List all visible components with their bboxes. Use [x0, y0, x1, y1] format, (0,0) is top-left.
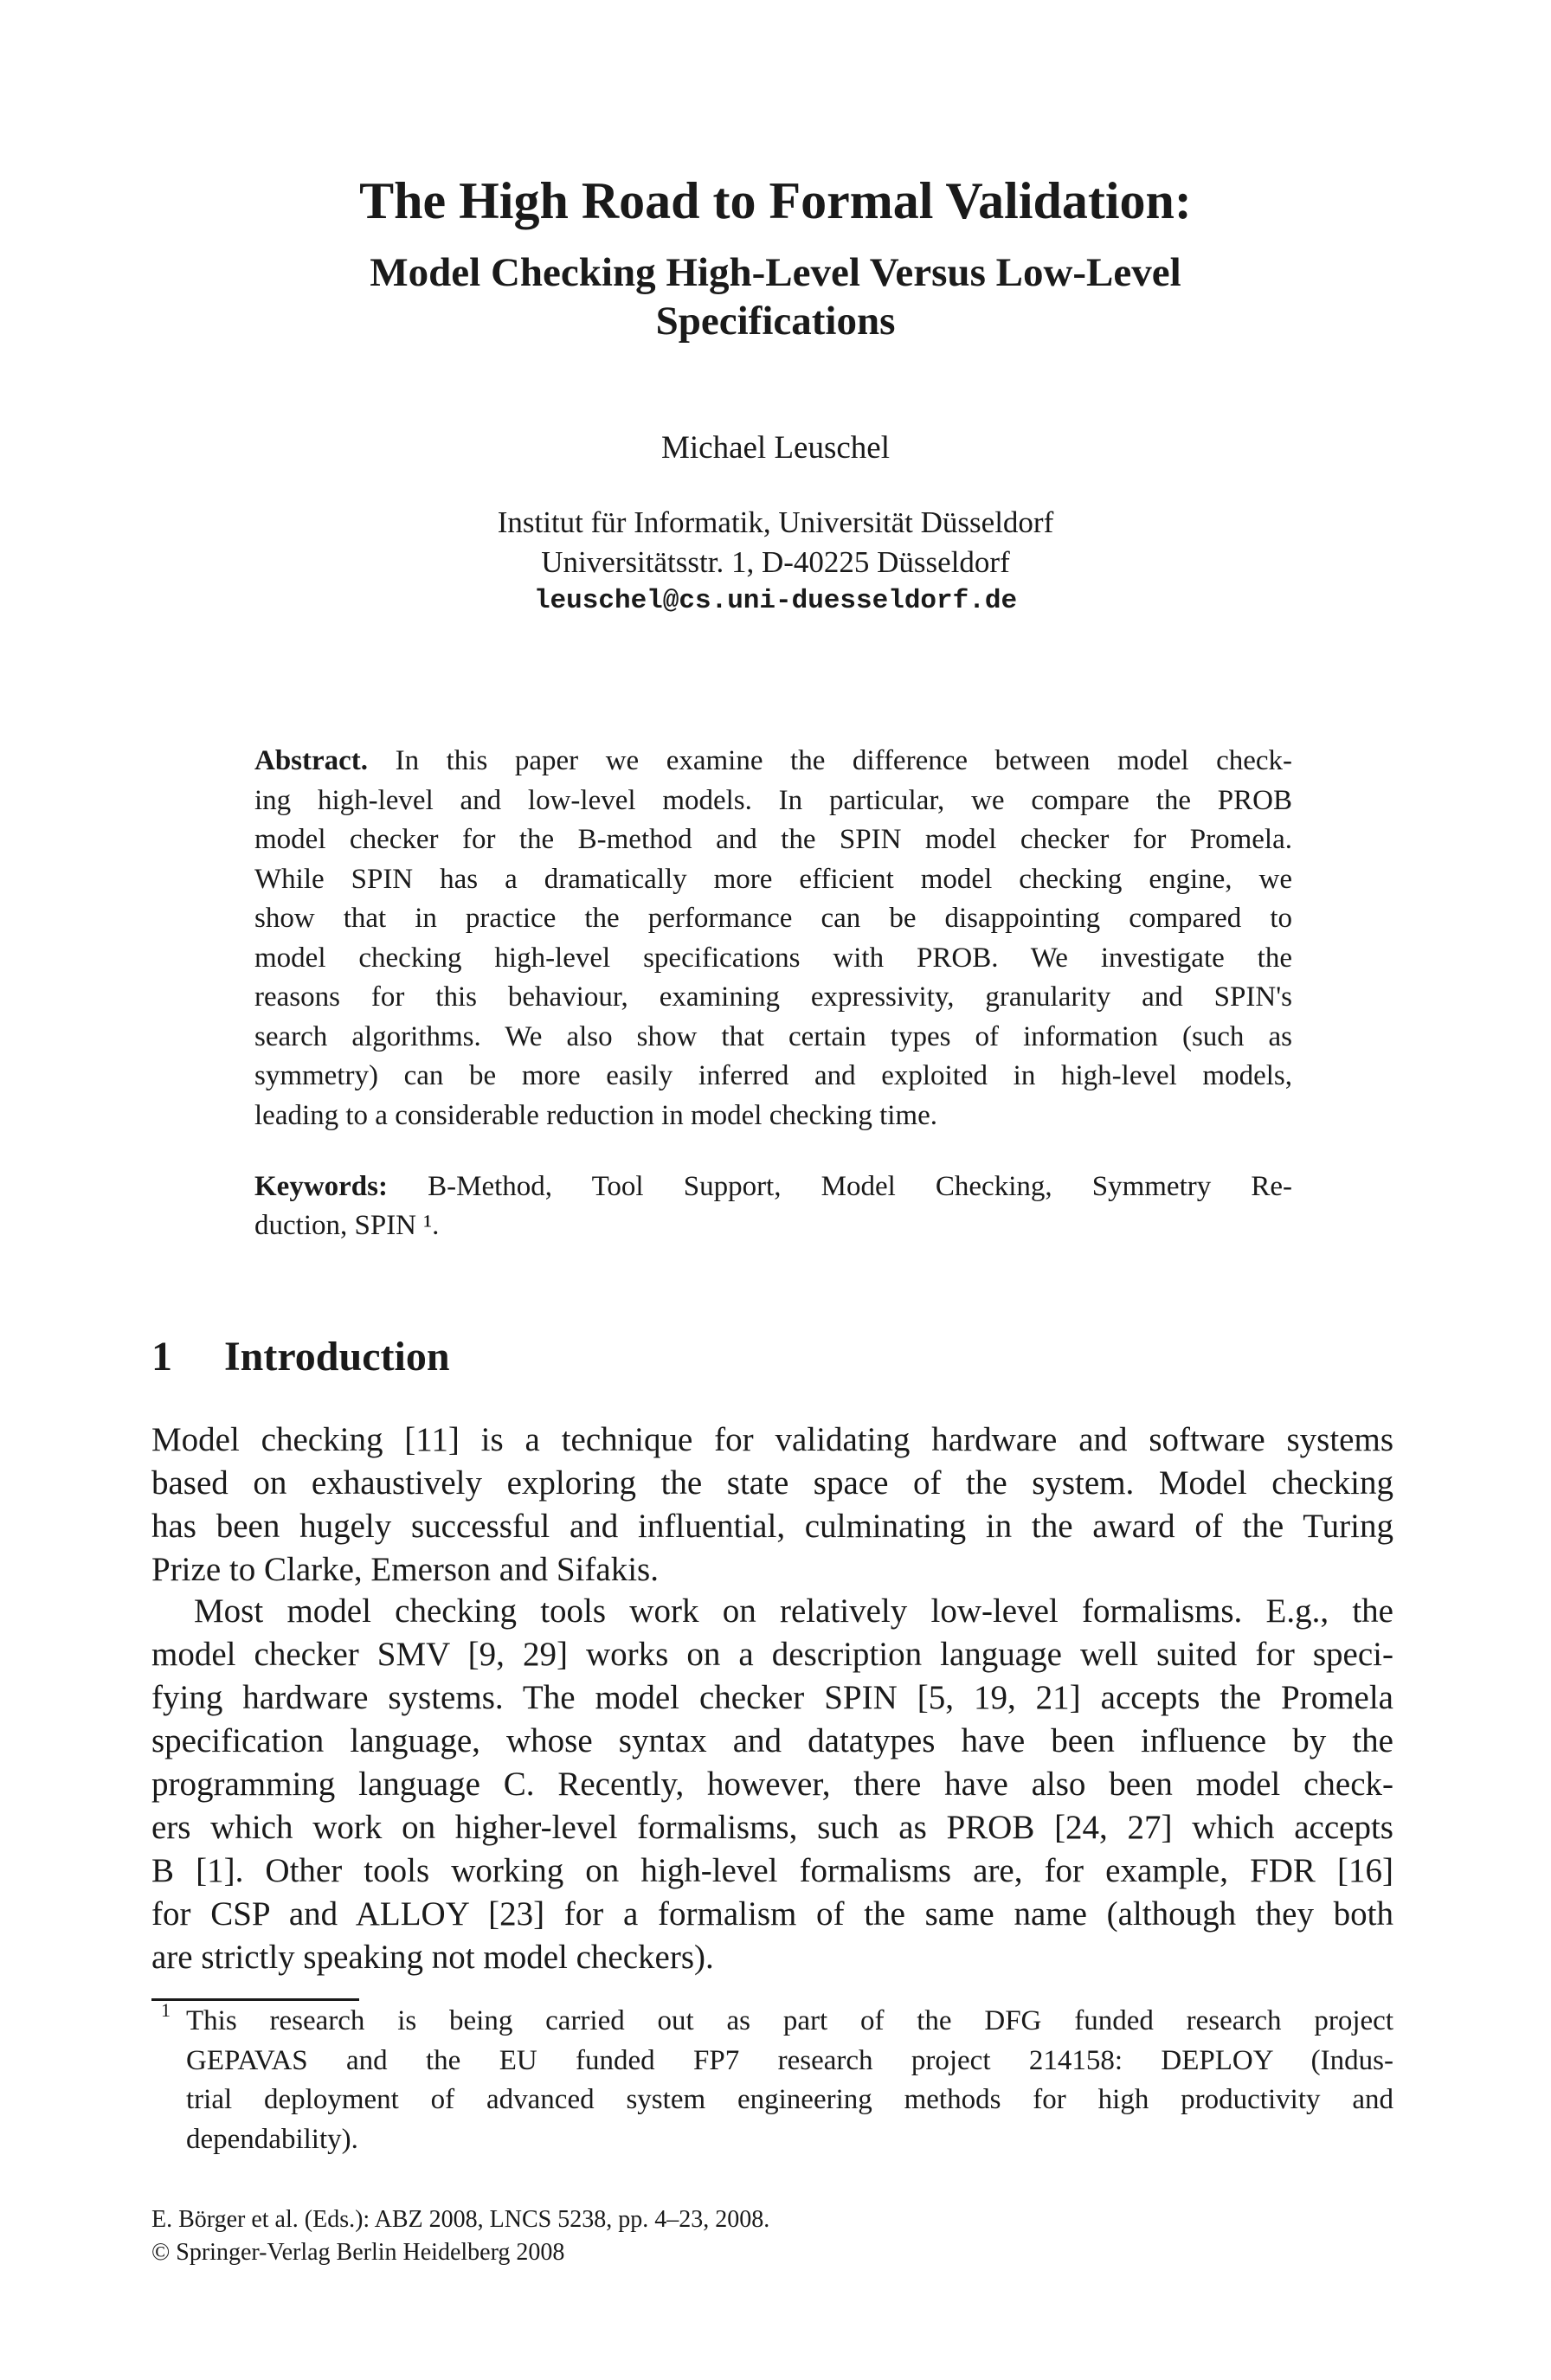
body-line: B [1]. Other tools working on high-level formalisms are, for example, FDR [16] — [151, 1852, 1393, 1889]
body-line: specification language, whose syntax and datatypes have been influence by the — [151, 1722, 1393, 1759]
paper-title: The High Road to Formal Validation: — [359, 172, 1192, 229]
footnote-line: trial deployment of advanced system engineering methods for high productivity and — [186, 2084, 1393, 2115]
keywords-text: B-Method, Tool Support, Model Checking, Symmetry Re- — [428, 1171, 1293, 1202]
paragraph — [151, 1418, 1393, 1592]
paper-subtitle: Specifications — [655, 299, 896, 344]
footnote-line: dependability). — [186, 2123, 358, 2155]
body-line: has been hugely successful and influential, culminating in the award of the Turing — [151, 1508, 1393, 1545]
paper-subtitle: Model Checking High-Level Versus Low-Level — [370, 250, 1181, 295]
author-name: Michael Leuschel — [660, 430, 891, 466]
footnote-line: GEPAVAS and the EU funded FP7 research project 214158: DEPLOY (Indus- — [186, 2044, 1393, 2076]
keywords-line — [254, 1167, 1292, 1206]
footnote — [186, 2002, 1393, 2159]
body-line: for CSP and ALLOY [23] for a formalism of the same name (although they both — [151, 1895, 1393, 1933]
abstract-line: ing high-level and low-level models. In particular, we compare the PROB — [254, 784, 1292, 816]
body-line: Most model checking tools work on relatively low-level formalisms. E.g., the — [194, 1592, 1393, 1630]
abstract-line — [254, 742, 1292, 782]
abstract-label: Abstract. — [254, 745, 369, 776]
body-line: Model checking [11] is a technique for validating hardware and software systems — [151, 1421, 1393, 1458]
keywords — [254, 1167, 1292, 1245]
abstract-line: leading to a considerable reduction in model checking time. — [254, 1099, 937, 1131]
abstract-line: model checker for the B-method and the SPIN model checker for Promela. — [254, 824, 1292, 855]
footnote-line: This research is being carried out as part of the DFG funded research project — [186, 2005, 1393, 2036]
abstract-text: In this paper we examine the difference between model check- — [395, 745, 1292, 776]
footnote-rule — [151, 1998, 359, 2001]
affiliation: Institut für Informatik, Universität Düsseldorf — [497, 505, 1054, 539]
copyright-notice: © Springer-Verlag Berlin Heidelberg 2008 — [151, 2239, 565, 2266]
abstract-line: show that in practice the performance can be disappointing compared to — [254, 903, 1292, 934]
abstract-line: While SPIN has a dramatically more efficient model checking engine, we — [254, 863, 1292, 895]
abstract-line: model checking high-level specifications with PROB. We investigate the — [254, 942, 1292, 974]
body-line: fying hardware systems. The model checker SPIN [5, 19, 21] accepts the Promela — [151, 1679, 1393, 1716]
body-line: based on exhaustively exploring the state space of the system. Model checking — [151, 1464, 1393, 1502]
body-line: are strictly speaking not model checkers). — [151, 1939, 714, 1976]
abstract-line: reasons for this behaviour, examining expressivity, granularity and SPIN's — [254, 981, 1292, 1013]
paragraph — [151, 1590, 1393, 1979]
body-line: Prize to Clarke, Emerson and Sifakis. — [151, 1551, 659, 1588]
keywords-line: duction, SPIN ¹. — [254, 1210, 440, 1241]
section-number: 1 — [151, 1334, 172, 1380]
body-line: model checker SMV [9, 29] works on a description language well suited for speci- — [151, 1636, 1393, 1673]
publication-citation: E. Börger et al. (Eds.): ABZ 2008, LNCS 5238, pp. 4–23, 2008. — [151, 2206, 770, 2233]
author-email[interactable]: leuschel@cs.uni-duesseldorf.de — [533, 586, 1018, 616]
address: Universitätsstr. 1, D-40225 Düsseldorf — [541, 545, 1010, 579]
abstract-line: symmetry) can be more easily inferred and exploited in high-level models, — [254, 1060, 1292, 1091]
body-line: ers which work on higher-level formalisms, such as PROB [24, 27] which accepts — [151, 1809, 1393, 1846]
body-line: programming language C. Recently, however, there have also been model check- — [151, 1766, 1393, 1803]
abstract — [254, 742, 1292, 1135]
abstract-line: search algorithms. We also show that certain types of information (such as — [254, 1020, 1292, 1052]
section-title: Introduction — [224, 1334, 450, 1380]
keywords-label: Keywords: — [254, 1171, 388, 1202]
footnote-mark: 1 — [161, 1999, 171, 2021]
